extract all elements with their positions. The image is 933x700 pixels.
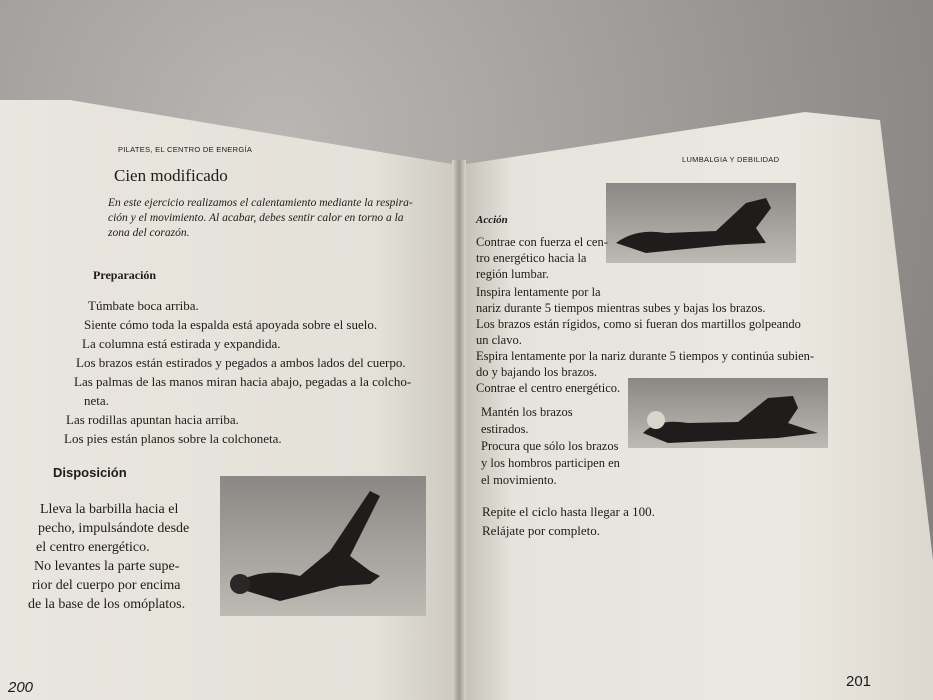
list-item: Siente cómo toda la espalda está apoyada sobre el suelo. (84, 317, 378, 332)
exercise-photo-legs-raised (220, 476, 426, 616)
page-title: Cien modificado (114, 166, 228, 185)
disposicion-list (28, 500, 190, 614)
running-head-left: PILATES, EL CENTRO DE ENERGÍA (118, 145, 253, 154)
list-item: neta. (84, 393, 109, 408)
list-item: pecho, impulsándote desde (38, 521, 190, 536)
list-item: Los brazos están estirados y pegados a ambos lados del cuerpo. (76, 355, 406, 370)
list-item: No levantes la parte supe- (34, 559, 180, 574)
preparacion-heading: Preparación (93, 268, 157, 282)
list-item: Contrae con fuerza el cen- (476, 235, 608, 249)
page-number-right: 201 (846, 673, 872, 690)
disposicion-heading: Disposición (53, 465, 127, 480)
list-item: de la base de los omóplatos. (28, 597, 186, 612)
intro-line: ción y el movimiento. Al acabar, debes sentir calor en torno a la (108, 212, 404, 224)
list-item: estirados. (481, 422, 529, 436)
manten-list (481, 404, 620, 489)
list-item: rior del cuerpo por encima (32, 578, 181, 593)
list-item: Túmbate boca arriba. (88, 298, 199, 313)
page-number-left: 200 (8, 679, 34, 696)
list-item: Contrae el centro energético. (476, 381, 621, 395)
list-item: región lumbar. (476, 267, 549, 281)
list-item: Las rodillas apuntan hacia arriba. (66, 412, 239, 427)
list-item: y los hombros participen en (481, 456, 620, 470)
book-spine (452, 160, 466, 700)
list-item: nariz durante 5 tiempos mientras subes y bajas los brazos. (476, 301, 766, 315)
list-item: Inspira lentamente por la (476, 285, 601, 299)
list-item: el centro energético. (36, 540, 150, 555)
intro-line: En este ejercicio realizamos el calentamiento mediante la respira- (108, 197, 413, 209)
list-item: Los brazos están rígidos, como si fueran dos martillos golpeando (476, 317, 801, 331)
list-item: Mantén los brazos (481, 405, 573, 419)
list-item: Lleva la barbilla hacia el (40, 502, 179, 517)
list-item: Repite el ciclo hasta llegar a 100. (482, 504, 655, 519)
accion-heading: Acción (476, 214, 508, 226)
list-item: Relájate por completo. (482, 523, 601, 538)
intro-text (108, 196, 413, 241)
final-list (482, 502, 655, 540)
running-head-right: LUMBALGIA Y DEBILIDAD (682, 155, 780, 164)
exercise-photo-arms-extended (628, 378, 828, 448)
list-item: el movimiento. (481, 473, 557, 487)
list-item: La columna está estirada y expandida. (82, 336, 281, 351)
list-item: do y bajando los brazos. (476, 365, 598, 379)
exercise-photo-lying (606, 183, 796, 263)
intro-line: zona del corazón. (108, 227, 190, 239)
list-item: Los pies están planos sobre la colchoneta. (64, 431, 282, 446)
preparacion-list (64, 296, 412, 448)
list-item: tro energético hacia la (476, 251, 587, 265)
list-item: Espira lentamente por la nariz durante 5 tiempos y continúa subien- (476, 349, 815, 363)
accion-list (476, 234, 608, 282)
list-item: Procura que sólo los brazos (481, 439, 619, 453)
list-item: Las palmas de las manos miran hacia abajo, pegadas a la colcho- (74, 374, 412, 389)
list-item: un clavo. (476, 333, 522, 347)
